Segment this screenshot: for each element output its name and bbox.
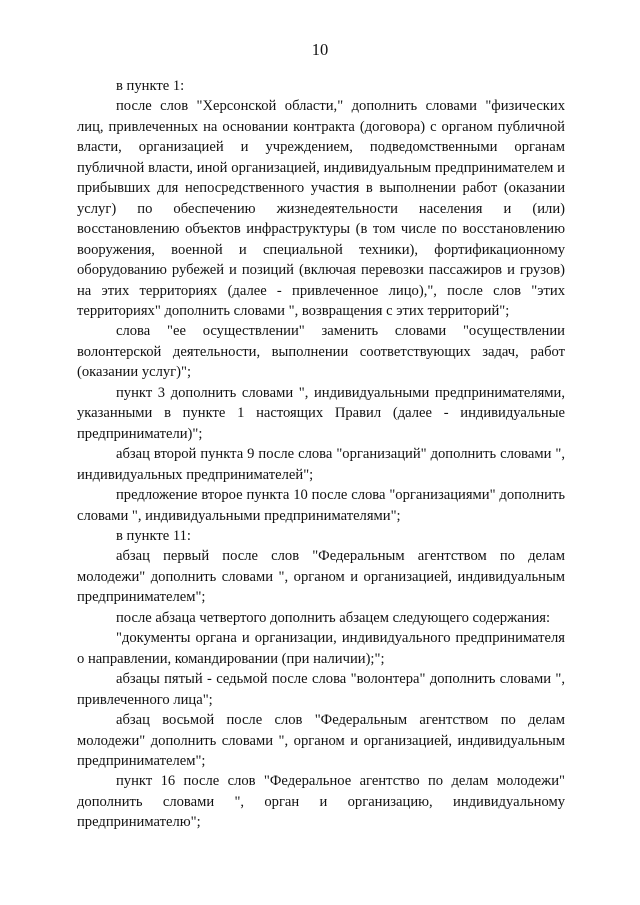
page-number: 10 [311,40,329,59]
document-body [77,76,565,833]
paragraph-point-9: абзац второй пункта 9 после слова "организаций" дополнить словами ", индивидуальных предпринимателей"; [77,446,565,483]
paragraph-kherson-amendment: после слов "Херсонской области," дополнить словами "физических лиц, привлеченных на основании контракта (договора) с органом публичной власти, организацией и учреждением, подведомственными органам публичной власти, иной организацией, индивидуальным предпринимателем и прибывших для непосредственного участия в выполнении работ (оказании услуг) по обеспечению жизнедеятельности населения и (или) восстановлению объектов инфраструктуры (в том числе по восстановлению вооружения, военной и специальной техники), фортификационному оборудованию рубежей и позиций (включая перевозки пассажиров и грузов) на этих территориях (далее - привлеченное лицо),", после слов "этих территориях" дополнить словами ", возвращения с этих территорий"; [77,98,565,319]
paragraph-words-replacement: слова "ее осуществлении" заменить словами "осуществлении волонтерской деятельности, выполнении соответствующих задач, работ (оказании услуг)"; [77,323,565,381]
paragraph-point-16: пункт 16 после слов "Федеральное агентство по делам молодежи" дополнить словами ", орган и организацию, индивидуальному предпринимателю"; [77,773,565,831]
paragraph-point-11-eighth: абзац восьмой после слов "Федеральным агентством по делам молодежи" дополнить словами ", органом и организацией, индивидуальным предпринимателем"; [77,712,565,769]
paragraph-point-11-after-fourth: после абзаца четвертого дополнить абзацем следующего содержания: [116,609,551,626]
paragraph-point-11-fifth-seventh: абзацы пятый - седьмой после слова "волонтера" дополнить словами ", привлеченного лица"; [77,671,565,708]
paragraph-point-11-heading: в пункте 11: [116,527,191,544]
paragraph-point-11-new-text: "документы органа и организации, индивидуального предпринимателя о направлении, командировании (при наличии);"; [77,630,565,667]
paragraph-point-11-first: абзац первый после слов "Федеральным агентством по делам молодежи" дополнить словами ", органом и организацией, индивидуальным предпринимателем"; [77,548,565,606]
paragraph-point-1-heading: в пункте 1: [116,78,185,94]
paragraph-point-3: пункт 3 дополнить словами ", индивидуальными предпринимателями, указанными в пункте 1 настоящих Правил (далее - индивидуальные предприниматели)"; [77,384,565,442]
paragraph-point-10: предложение второе пункта 10 после слова "организациями" дополнить словами ", индивидуальными предпринимателями"; [77,487,565,524]
